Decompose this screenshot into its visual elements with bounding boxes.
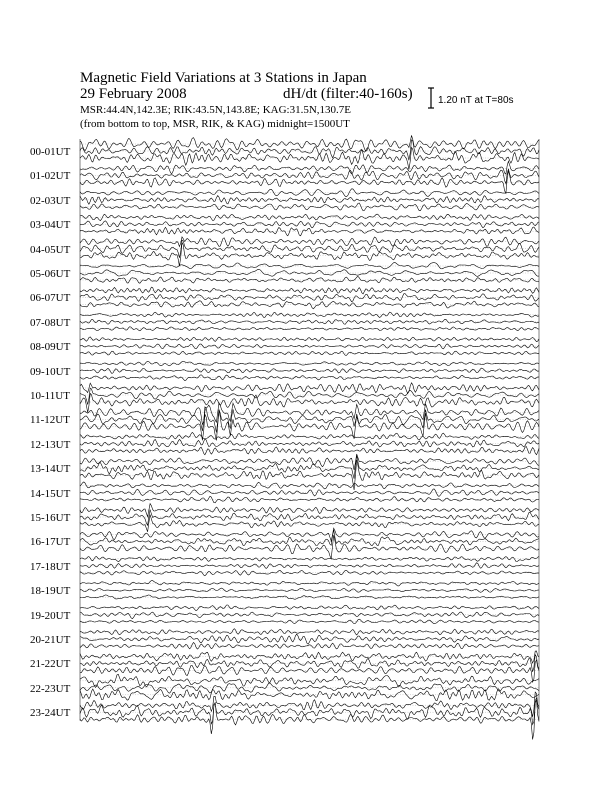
trace-kag (80, 243, 539, 267)
hour-label: 13-14UT (30, 463, 71, 476)
trace-msr (80, 263, 539, 269)
trace-rik (80, 221, 539, 228)
hour-label: 08-09UT (30, 341, 71, 354)
hour-label: 12-13UT (30, 438, 71, 451)
hour-label: 16-17UT (30, 536, 71, 549)
trace-msr (80, 135, 539, 151)
hour-label: 02-03UT (30, 194, 71, 207)
hour-label: 04-05UT (30, 243, 71, 256)
trace-kag (80, 393, 539, 412)
trace-msr (80, 557, 539, 562)
hour-label: 20-21UT (30, 634, 71, 646)
hour-label: 01-02UT (30, 170, 71, 183)
hour-label: 10-11UT (30, 390, 70, 402)
trace-kag (80, 535, 539, 559)
hour-label: 21-22UT (30, 658, 71, 671)
trace-kag (80, 301, 539, 309)
trace-msr (80, 482, 539, 489)
hour-label: 00-01UT (30, 146, 71, 158)
hour-label: 03-04UT (30, 219, 71, 232)
station-coordinates: MSR:44.4N,142.3E; RIK:43.5N,143.8E; KAG:31.5N,130.7E (80, 104, 352, 116)
hour-label: 23-24UT (30, 707, 71, 720)
hour-label: 19-20UT (30, 609, 71, 622)
hour-label: 11-12UT (30, 414, 70, 427)
trace-rik (80, 294, 539, 302)
hour-label: 06-07UT (30, 292, 71, 305)
chart-date: 29 February 2008 (80, 86, 187, 102)
trace-kag (80, 351, 539, 355)
hour-label: 09-10UT (30, 365, 71, 378)
trace-msr (80, 605, 539, 611)
trace-kag (80, 276, 539, 283)
trace-kag (80, 570, 539, 575)
trace-kag (80, 700, 539, 739)
hour-label: 18-19UT (30, 585, 71, 598)
chart-quantity: dH/dt (filter:40-160s) (283, 86, 413, 102)
trace-rik (80, 407, 539, 433)
trace-msr (80, 403, 539, 425)
trace-rik (80, 683, 539, 693)
trace-msr (80, 651, 539, 663)
trace-msr (80, 581, 539, 586)
hour-label: 14-15UT (30, 487, 71, 500)
trace-msr (80, 432, 539, 440)
hour-label: 22-23UT (30, 682, 71, 695)
trace-kag (80, 689, 539, 701)
trace-rik (80, 439, 539, 447)
trace-rik (80, 530, 539, 546)
hour-label: 07-08UT (30, 316, 71, 329)
station-order-note: (from bottom to top, MSR, RIK, & KAG) midnight=1500UT (80, 118, 350, 130)
hour-label: 17-18UT (30, 560, 71, 573)
trace-msr (80, 454, 539, 470)
trace-rik (80, 698, 539, 725)
hour-label: 15-16UT (30, 512, 71, 524)
trace-rik (80, 563, 539, 569)
hour-label: 05-06UT (30, 268, 71, 280)
trace-rik (80, 489, 539, 496)
trace-msr (80, 161, 539, 174)
scale-label: 1.20 nT at T=80s (438, 95, 514, 106)
chart-title: Magnetic Field Variations at 3 Stations in Japan (80, 70, 367, 86)
trace-rik (80, 612, 539, 619)
